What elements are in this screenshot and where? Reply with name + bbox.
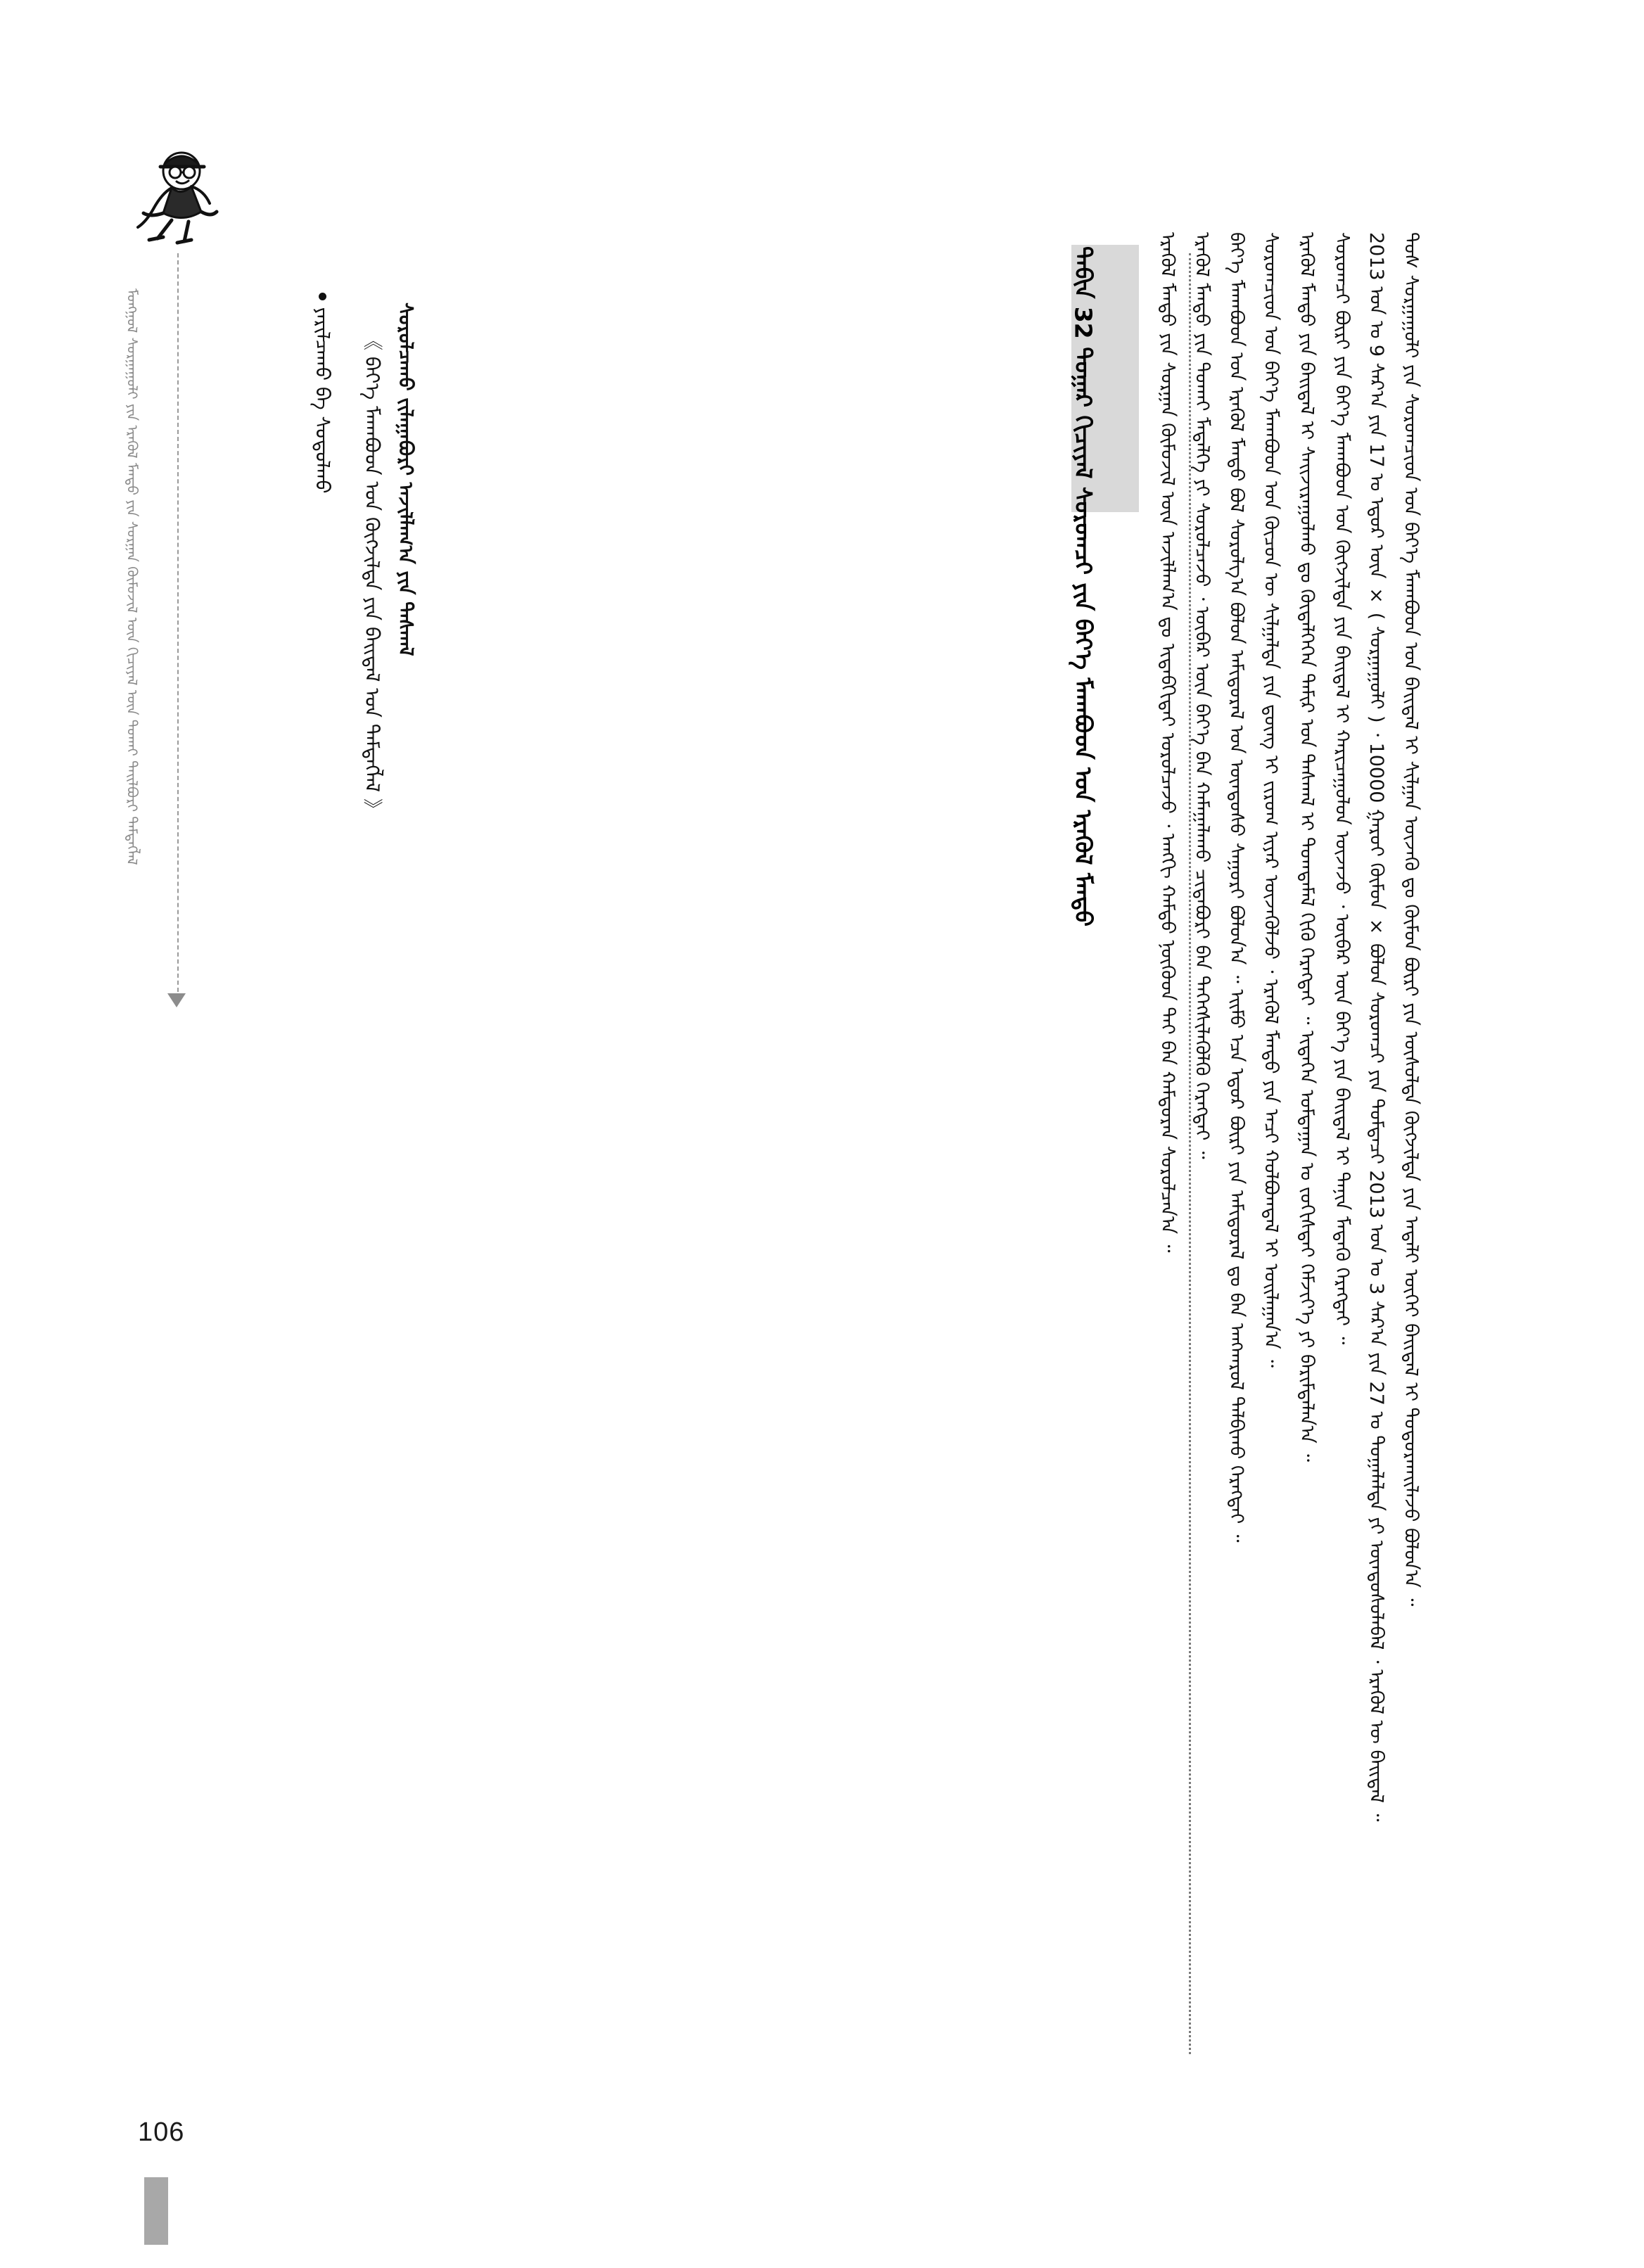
dashed-guide-line bbox=[177, 253, 179, 999]
activity-bullet-1 bbox=[287, 267, 358, 563]
side-note: ᠮᠣᠩᠭᠣᠯ ᠰᠤᠷᠭᠠᠭᠤᠯᠢ ᠶᠢᠨ ᠡᠷᠡᠭᠦᠯ ᠮᠡᠨᠳᠦ ᠶᠢᠨ ᠰᠤᠷᠭᠠᠨ ᠬᠥᠮᠦᠵᠢᠯ ᠦᠨ ᠬᠢᠴᠢᠶᠡᠯ ᠦᠨ ᠲᠤᠬᠠᠢ ᠲᠠᠢᠯᠪᠤᠷᠢ ᠲᠡᠮᠳᠡᠭᠯᠡᠯ bbox=[124, 288, 141, 865]
text-column-4: ᠡᠷᠡᠭᠦᠯ ᠮᠡᠨᠳᠦ ᠶᠢᠨ ᠪᠠᠢᠳᠠᠯ ᠢ ᠰᠠᠢᠵᠢᠷᠠᠭᠤᠯᠬᠤ ᠳᠤ ᠬᠥᠳᠡᠯᠭᠡᠭᠡᠨ ᠲᠠᠮᠢᠷ ᠤᠨ ᠳᠠᠰᠬᠠᠯ ᠢ ᠲᠣᠭᠲᠠᠮᠠᠯ ᠬᠢᠬᠦ ᠬᠡᠷᠡᠭᠲᠡᠢ ᠃ ᠢᠳᠡᠭᠡᠨ ᠤᠮᠳᠠᠭᠠᠨ ᠤ ᠵᠣᠬᠢᠰᠲᠠᠢ ᠬᠡᠮᠵᠢᠶ᠎ᠡ ᠶᠢ ᠪᠠᠷᠢᠮᠲᠠᠯᠠᠨ᠎ᠠ ᠃ bbox=[1295, 232, 1318, 1463]
lesson-heading: ᠲᠠᠪᠢᠨ 32 ᠳᠤᠭᠠᠷ ᠬᠢᠴᠢᠶᠡᠯ ᠰᠤᠷᠤᠭᠴᠢ ᠶᠢᠨ ᠪᠡᠶ᠎ᠡ ᠮᠠᠬᠠᠪᠤᠳ ᠤᠨ ᠡᠷᠡᠭᠦᠯ ᠮᠡᠨᠳᠦ bbox=[1069, 246, 1097, 927]
footer-marker bbox=[144, 2177, 168, 2245]
text-column-8: ᠡᠷᠡᠭᠦᠯ ᠮᠡᠨᠳᠦ ᠶᠢᠨ ᠰᠤᠷᠭᠠᠨ ᠬᠥᠮᠦᠵᠢᠯ ᠦᠨ ᠠᠵᠢᠯᠯᠠᠭ᠎ᠠ ᠳᠤ ᠢᠳᠡᠪᠬᠢᠲᠡᠢ ᠣᠷᠣᠯᠴᠠᠵᠤ ᠂ ᠠᠩᠭᠢ ᠬᠠᠮᠲᠤ ᠨᠥᠬᠥᠳ ᠲᠡᠢ ᠪᠡᠨ ᠬᠠᠮᠲᠤᠷᠠᠨ ᠰᠤᠷᠤᠯᠴᠠᠨ᠎ᠠ ᠃ bbox=[1156, 232, 1178, 1253]
text-column-1: ᠲᠤᠰ ᠰᠤᠷᠭᠠᠭᠤᠯᠢ ᠶᠢᠨ ᠰᠤᠷᠤᠭᠴᠢᠳ ᠤᠨ ᠪᠡᠶ᠎ᠡ ᠮᠠᠬᠠᠪᠤᠳ ᠤᠨ ᠪᠠᠢᠳᠠᠯ ᠢ ᠰᠢᠯᠭᠠᠨ ᠦᠵᠡᠬᠦ ᠳᠤ ᠬᠥᠮᠦᠨ ᠪᠦᠷᠢ ᠶᠢᠨ ᠥᠰᠦᠯᠲᠡ ᠬᠥᠭᠵᠢᠯᠲᠡ ᠶᠢᠨ ᠠᠳᠠᠯᠢ ᠦᠭᠡᠢ ᠪᠠᠢᠳᠠᠯ ᠢ ᠲᠤᠳᠤᠷᠬᠠᠢᠯᠠᠵᠤ ᠪᠤᠯᠤᠨ᠎ᠠ ᠃ bbox=[1400, 232, 1422, 1607]
text-column-3: ᠰᠤᠷᠤᠭᠴᠢ ᠪᠦᠷᠢ ᠶᠢᠨ ᠪᠡᠶ᠎ᠡ ᠮᠠᠬᠠᠪᠤᠳ ᠤᠨ ᠬᠥᠭᠵᠢᠯᠲᠡ ᠶᠢᠨ ᠪᠠᠢᠳᠠᠯ ᠢ ᠬᠠᠷᠢᠴᠠᠭᠤᠯᠤᠨ ᠦᠵᠡᠵᠦ ᠂ ᠥᠪᠡᠷ ᠦᠨ ᠪᠡᠶ᠎ᠡ ᠶᠢᠨ ᠪᠠᠢᠳᠠᠯ ᠢ ᠲᠠᠨᠢᠨ ᠮᠡᠳᠡᠬᠦ ᠬᠡᠷᠡᠭᠲᠡᠢ ᠃ bbox=[1330, 232, 1353, 1345]
activity-quote: 《 ᠪᠡᠶ᠎ᠡ ᠮᠠᠬᠠᠪᠤᠳ ᠤᠨ ᠬᠥᠭᠵᠢᠯᠲᠡ ᠶᠢᠨ ᠪᠠᠢᠳᠠᠯ ᠤᠨ ᠲᠡᠮᠳᠡᠭᠯᠡᠯ 》 bbox=[360, 331, 384, 818]
activity-sub-heading: ᠰᠤᠷᠤᠯᠴᠠᠬᠤ ᠵᠢᠯᠠᠭᠠᠪᠤᠷᠢ ᠠᠵᠢᠯᠯᠠᠭ᠎ᠠ ᠶᠢᠨ ᠳᠠᠰᠬᠠᠯ bbox=[394, 302, 418, 656]
guide-arrow-icon bbox=[167, 993, 186, 1007]
page-number: 106 bbox=[138, 2117, 185, 2147]
text-column-6: ᠪᠡᠶ᠎ᠡ ᠮᠠᠬᠠᠪᠤᠳ ᠤᠨ ᠡᠷᠡᠭᠦᠯ ᠮᠡᠨᠳᠦ ᠪᠣᠯ ᠰᠤᠷᠤᠯᠭ᠎ᠠ ᠪᠣᠯᠤᠨ ᠠᠮᠢᠳᠤᠷᠠᠯ ᠤᠨ ᠦᠨᠳᠦᠰᠦ ᠰᠠᠭᠤᠷᠢ ᠪᠣᠯᠤᠨ᠎ᠠ ᠃ ᠡᠢᠮᠦ ᠡᠴᠡ ᠡᠳᠦᠷ ᠪᠦᠷᠢ ᠶᠢᠨ ᠠᠮᠢᠳᠤᠷᠠᠯ ᠳᠤ ᠪᠠᠨ ᠠᠩᠬᠠᠷᠤᠯ ᠲᠠᠯᠪᠢᠬᠤ ᠬᠡᠷᠡᠭᠲᠡᠢ ᠃ bbox=[1225, 232, 1248, 1543]
student-mascot-icon bbox=[98, 144, 229, 246]
text-column-5: ᠰᠤᠷᠤᠭᠴᠢᠳ ᠤᠨ ᠪᠡᠶ᠎ᠡ ᠮᠠᠬᠠᠪᠤᠳ ᠤᠨ ᠬᠦᠴᠦᠨ ᠦ ᠰᠢᠯᠭᠠᠯᠲᠠ ᠶᠢᠨ ᠳ᠋ᠦᠩ ᠢ ᠵᠢᠷᠤᠭ ᠢᠶᠠᠷ ᠦᠵᠡᠭᠦᠯᠵᠦ ᠂ ᠡᠷᠡᠭᠦᠯ ᠮᠡᠨᠳᠦ ᠶᠢᠨ ᠠᠴᠢ ᠬᠣᠯᠪᠣᠭᠳᠠᠯ ᠢ ᠣᠢᠯᠠᠭᠠᠨ᠎ᠠ ᠃ bbox=[1260, 232, 1282, 1368]
body-text-columns bbox=[204, 232, 1428, 2033]
bullet-dot-icon bbox=[319, 293, 326, 300]
text-column-7: ᠡᠷᠡᠭᠦᠯ ᠮᠡᠨᠳᠦ ᠶᠢᠨ ᠲᠤᠬᠠᠢ ᠮᠡᠳᠡᠯᠭᠡ ᠶᠢ ᠰᠤᠷᠤᠯᠴᠠᠵᠤ ᠂ ᠥᠪᠡᠷ ᠦᠨ ᠪᠡᠶ᠎ᠡ ᠪᠡᠨ ᠬᠠᠮᠠᠭᠠᠯᠠᠬᠤ ᠴᠢᠳᠠᠪᠤᠷᠢ ᠪᠠᠨ ᠳᠡᠭᠡᠭᠰᠢᠯᠡᠭᠦᠯᠬᠦ ᠬᠡᠷᠡᠭᠲᠡᠢ ᠃ bbox=[1191, 232, 1213, 1159]
activity-bullet-1-label: ᠶᠠᠷᠢᠯᠴᠠᠬᠤ ᠪᠠ ᠰᠤᠳᠤᠯᠬᠤ bbox=[311, 307, 335, 494]
text-column-2: 2013 ᠣᠨ ᠤ 9 ᠰᠠᠷ᠎ᠠ ᠶᠢᠨ 17 ᠤ ᠡᠳᠦᠷ ᠦᠨ × ( ᠰᠤᠷᠭᠠᠭᠤᠯᠢ ) ᠂ 10000 ᠭᠠᠷᠤᠢ ᠬᠦᠮᠦᠨ × ᠪᠣᠯᠤᠨ ᠰᠤᠷᠤᠭᠴᠢ ᠶᠢᠨ ᠳᠤᠮᠳᠠᠴᠢ 2013 ᠣᠨ ᠤ 3 ᠰᠠᠷ᠎ᠠ ᠶᠢᠨ 27 ᠤ ᠲᠣᠭᠠᠯᠠᠯᠲᠠ ᠶᠢ ᠦᠨᠳᠦᠰᠦᠯᠡᠪᠡᠯ ᠂ ᠡᠷᠡᠭᠦᠯ ᠦ ᠪᠠᠢᠳᠠᠯ ᠃ bbox=[1365, 232, 1387, 1822]
